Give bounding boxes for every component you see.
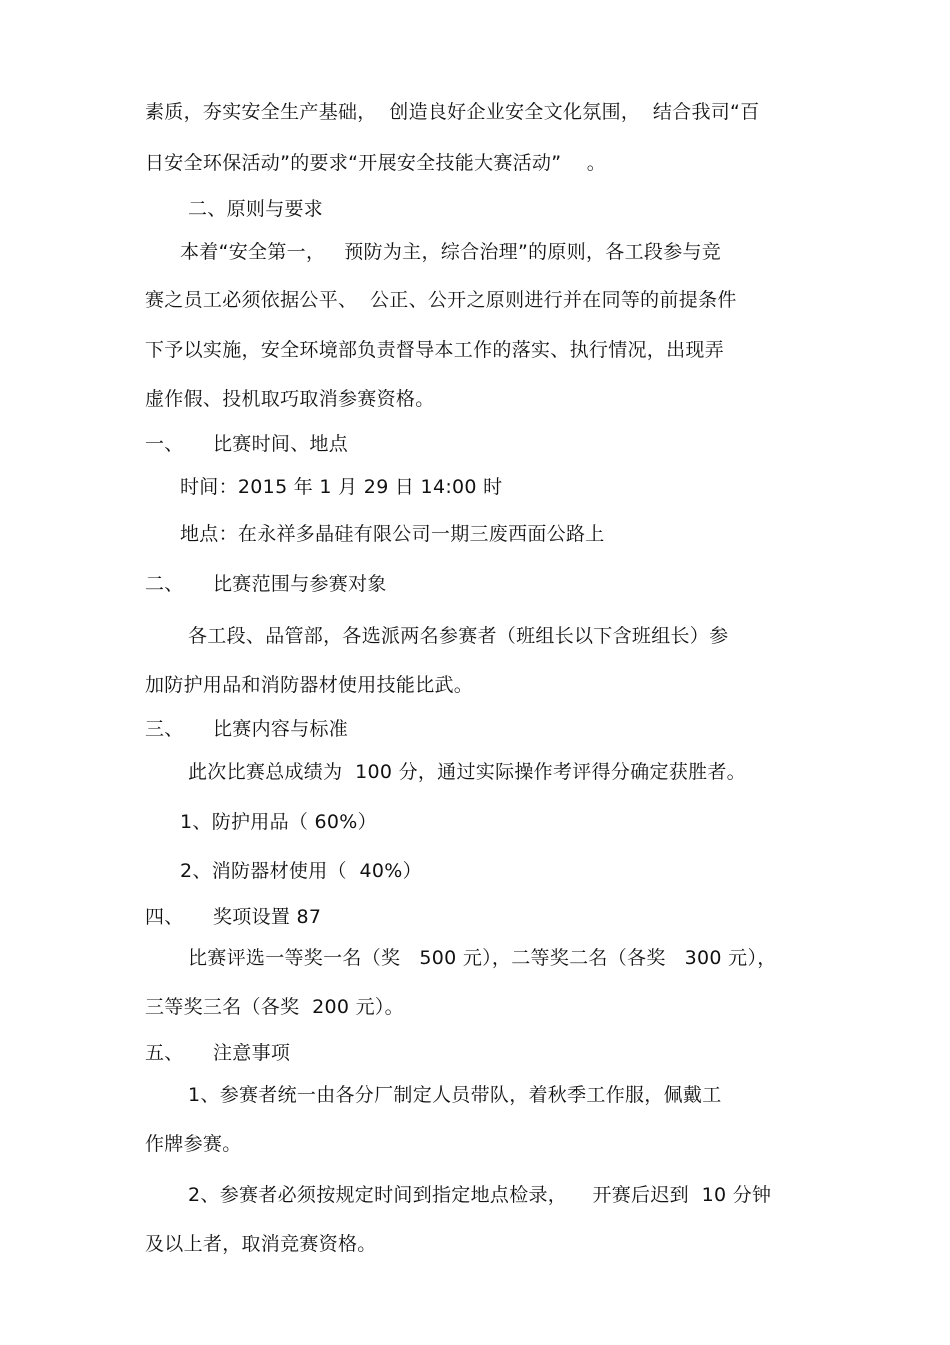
scope-line-1: 各工段、品管部，各选派两名参赛者（班组长以下含班组长）参: [188, 625, 729, 647]
principles-line-3: 下予以实施，安全环境部负责督导本工作的落实、执行情况，出现弄: [145, 339, 725, 361]
notes-heading-row: [145, 1041, 290, 1065]
content-heading-row: [145, 717, 348, 741]
content-item-2: 2、消防器材使用（ 40%）: [180, 860, 422, 882]
section-number: 二、: [145, 573, 184, 595]
section-heading: 比赛时间、地点: [213, 433, 349, 455]
content-item-1: 1、防护用品（ 60%）: [180, 811, 377, 833]
awards-line-1: 比赛评选一等奖一名（奖 500 元），二等奖二名（各奖 300 元），: [188, 947, 777, 969]
intro-line-1: 素质，夯实安全生产基础， 创造良好企业安全文化氛围， 结合我司“百: [145, 101, 760, 123]
section-number: 一、: [145, 433, 184, 455]
section-number: 三、: [145, 718, 184, 740]
section-number: 五、: [145, 1042, 184, 1064]
section-heading: 注意事项: [213, 1042, 291, 1064]
principles-line-1: 本着“安全第一， 预防为主，综合治理”的原则，各工段参与竞: [180, 241, 722, 263]
principles-line-4: 虚作假、投机取巧取消参赛资格。: [145, 388, 435, 410]
awards-line-2: 三等奖三名（各奖 200 元）。: [145, 996, 404, 1018]
section-heading: 奖项设置 87: [213, 906, 322, 928]
principles-line-2: 赛之员工必须依据公平、 公正、公开之原则进行并在同等的前提条件: [145, 289, 737, 311]
intro-line-2: 日安全环保活动”的要求“开展安全技能大赛活动” 。: [145, 152, 607, 174]
section-heading: 比赛范围与参赛对象: [213, 573, 387, 595]
note-1-line-1: 1、参赛者统一由各分厂制定人员带队，着秋季工作服，佩戴工: [188, 1084, 722, 1106]
time-place-heading-row: [145, 432, 348, 456]
content-body: 此次比赛总成绩为 100 分，通过实际操作考评得分确定获胜者。: [188, 761, 746, 783]
place-line: 地点：在永祥多晶硅有限公司一期三废西面公路上: [180, 523, 605, 545]
principles-heading: 二、原则与要求: [188, 198, 324, 220]
note-2-line-2: 及以上者，取消竞赛资格。: [145, 1233, 377, 1255]
scope-line-2: 加防护用品和消防器材使用技能比武。: [145, 674, 474, 696]
scope-heading-row: [145, 572, 387, 596]
time-line: 时间：2015 年 1 月 29 日 14:00 时: [180, 476, 503, 498]
section-number: 四、: [145, 906, 184, 928]
awards-heading-row: [145, 905, 321, 929]
section-heading: 比赛内容与标准: [213, 718, 349, 740]
note-2-line-1: 2、参赛者必须按规定时间到指定地点检录， 开赛后迟到 10 分钟: [188, 1184, 772, 1206]
note-1-line-2: 作牌参赛。: [145, 1133, 242, 1155]
